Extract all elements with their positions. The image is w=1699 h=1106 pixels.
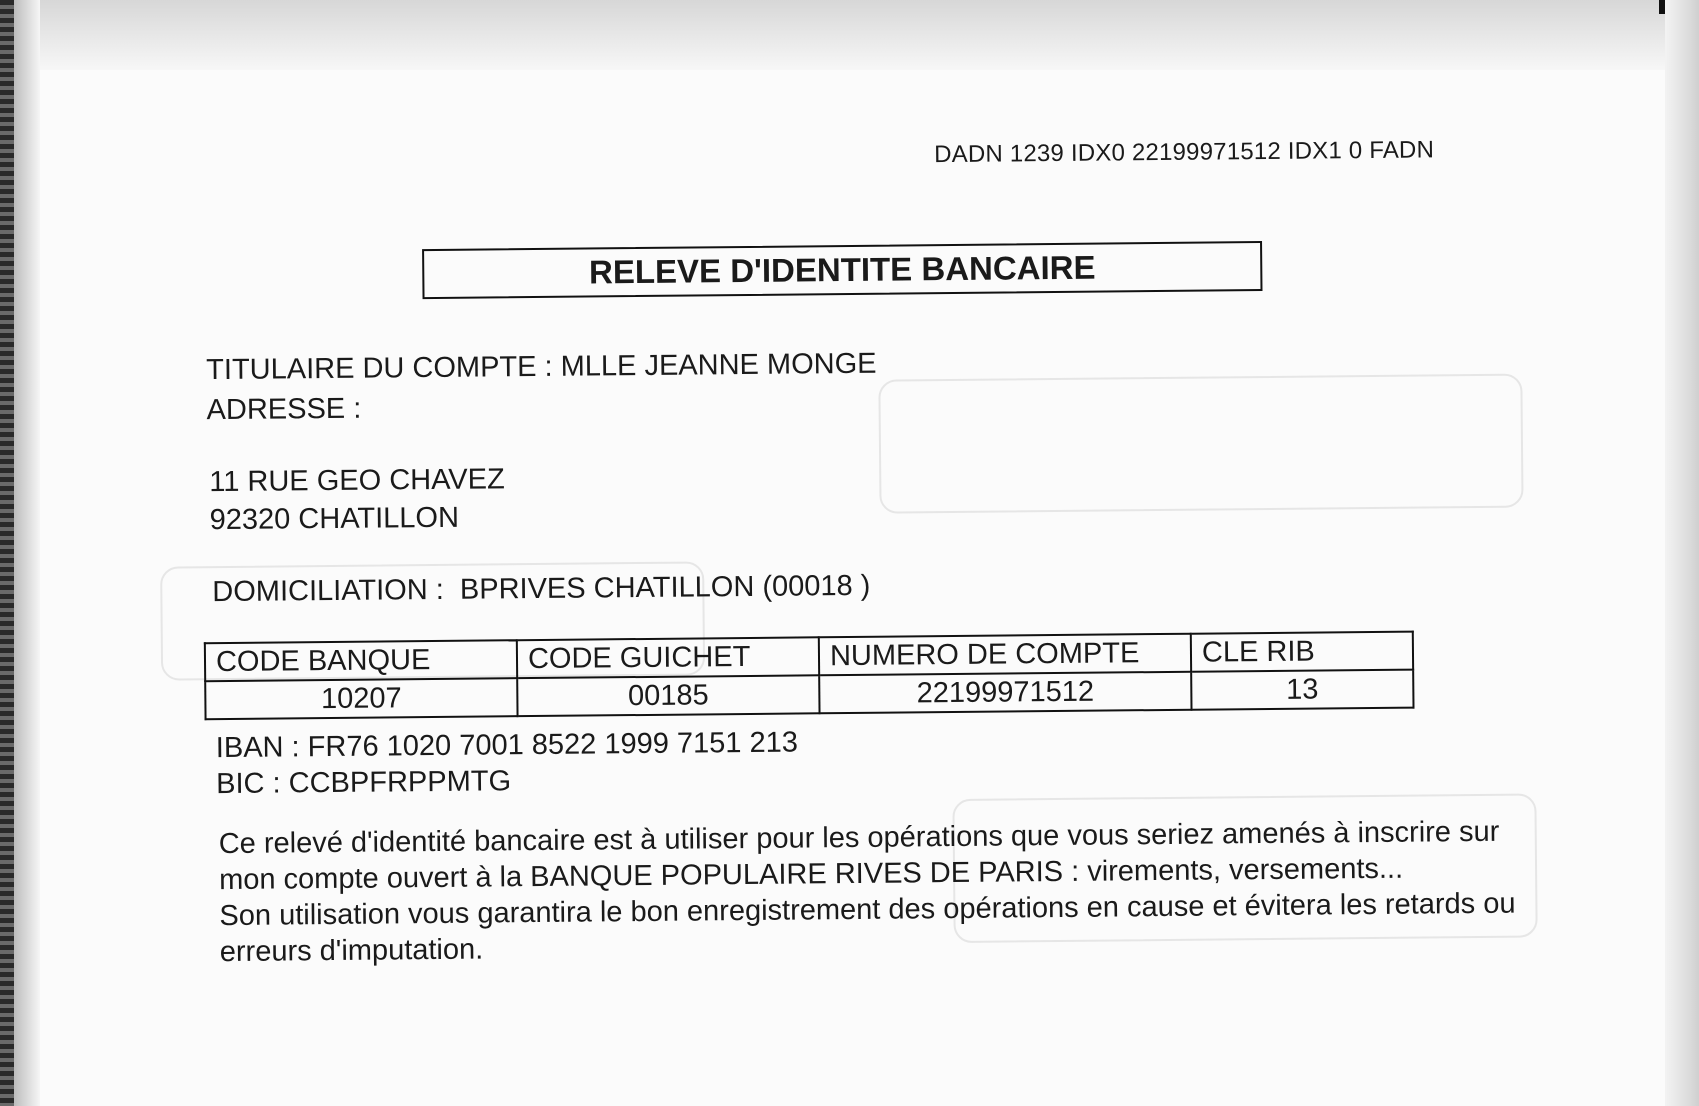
header-code-guichet: CODE GUICHET [517,637,819,678]
bank-details-table [204,631,1415,721]
header-cle-rib: CLE RIB [1191,632,1413,672]
domiciliation-value: BPRIVES CHATILLON (00018 ) [459,569,871,606]
value-code-banque: 10207 [205,678,517,719]
bic-line [216,765,511,801]
value-cle-rib: 13 [1191,670,1413,710]
header-code-banque: CODE BANQUE [205,640,517,681]
bic-value: CCBPFRPPMTG [288,765,512,800]
bic-label: BIC : [216,767,281,801]
header-numero-compte: NUMERO DE COMPTE [819,634,1191,676]
usage-paragraph-1: Ce relevé d'identité bancaire est à utiliser pour les opérations que vous seriez amenés à inscrire sur mon compte ouvert à la BANQUE POPULAIRE RIVES DE PARIS : virements, versements... [218,815,1500,897]
domiciliation-label: DOMICILIATION : [212,573,444,609]
title-frame [422,241,1262,299]
document-title: RELEVE D'IDENTITE BANCAIRE [588,248,1096,291]
iban-value: FR76 1020 7001 8522 1999 7151 213 [307,726,799,764]
domiciliation-line [212,570,870,609]
value-code-guichet: 00185 [517,675,819,716]
address-line-2: 92320 CHATILLON [209,501,460,537]
document-reference-code: DADN 1239 IDX0 22199971512 IDX1 0 FADN [934,136,1435,169]
address-label: ADRESSE : [206,392,362,427]
value-numero-compte: 22199971512 [819,672,1191,714]
iban-label: IBAN : [215,731,300,765]
holder-label: TITULAIRE DU COMPTE : [206,350,553,387]
iban-line [216,727,798,766]
usage-paragraph-2: Son utilisation vous garantira le bon enregistrement des opérations en cause et évitera les retards ou erreurs d'imputation. [219,887,1516,969]
account-holder-line [206,348,877,387]
address-line-1: 11 RUE GEO CHAVEZ [209,463,505,499]
holder-name: MLLE JEANNE MONGE [560,347,877,383]
usage-notice [219,814,1520,970]
bleed-through-box [878,374,1523,514]
